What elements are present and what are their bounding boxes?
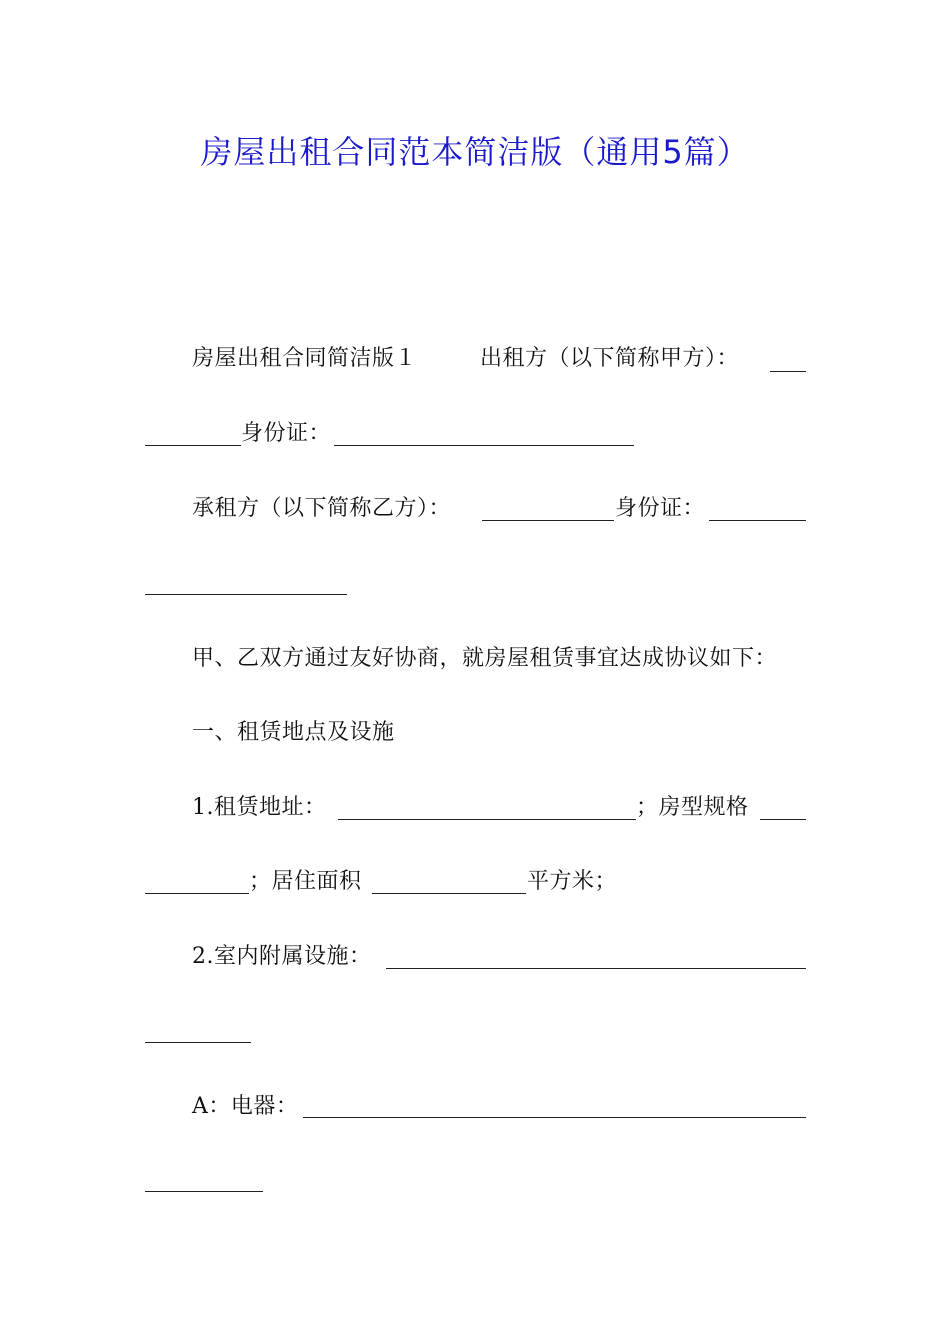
- area-line: [249, 867, 362, 897]
- document-title: 房屋出租合同范本简洁版（通用5篇）: [200, 133, 750, 171]
- lessee-line: [192, 494, 451, 524]
- room-type-blank-cont: [145, 893, 249, 894]
- item-2-facilities-line: [192, 942, 372, 972]
- appliances-blank: [303, 1117, 806, 1118]
- lessor-name-blank-cont: [145, 445, 241, 446]
- lessee-name-blank: [482, 520, 614, 521]
- item-a-appliances-label: A：电器：: [192, 1094, 299, 1119]
- facilities-blank-cont: [145, 1042, 251, 1043]
- agreement-text: 甲、乙双方通过友好协商，就房屋租赁事宜达成协议如下：: [192, 646, 778, 671]
- lessee-label: 承租方（以下简称乙方）：: [192, 496, 452, 521]
- item-1-address-label: 1.租赁地址：: [192, 795, 327, 820]
- area-unit-line: [527, 867, 617, 897]
- lessee-id-line: [615, 494, 705, 524]
- area-label: ；居住面积: [249, 869, 362, 894]
- contract-heading: 房屋出租合同简洁版１: [192, 346, 418, 371]
- area-blank: [372, 893, 526, 894]
- lessor-name-blank: [770, 371, 806, 372]
- room-type-blank: [760, 819, 806, 820]
- lessee-id-blank-cont: [145, 594, 347, 595]
- item-2-facilities-label: 2.室内附属设施：: [192, 944, 372, 969]
- lessor-id-line: [241, 419, 331, 449]
- lessee-id-label: 身份证：: [615, 496, 706, 521]
- lessor-id-blank: [334, 445, 634, 446]
- item-a-appliances-line: [192, 1092, 298, 1122]
- appliances-blank-cont: [145, 1191, 263, 1192]
- agreement-line: [192, 644, 777, 674]
- lessee-id-blank: [709, 520, 806, 521]
- section-1-heading: 一、租赁地点及设施: [192, 720, 395, 745]
- lessor-label: 出租方（以下简称甲方）：: [480, 346, 740, 371]
- item-1-address-line: [192, 793, 327, 823]
- lessor-line: [480, 344, 739, 374]
- area-unit: 平方米；: [527, 869, 618, 894]
- address-blank: [338, 819, 636, 820]
- facilities-blank: [386, 968, 806, 969]
- room-type-line: [636, 793, 749, 823]
- room-type-label: ；房型规格: [636, 795, 749, 820]
- section-1-heading-line: [192, 718, 395, 748]
- contract-heading-line: [192, 344, 417, 374]
- lessor-id-label: 身份证：: [241, 421, 332, 446]
